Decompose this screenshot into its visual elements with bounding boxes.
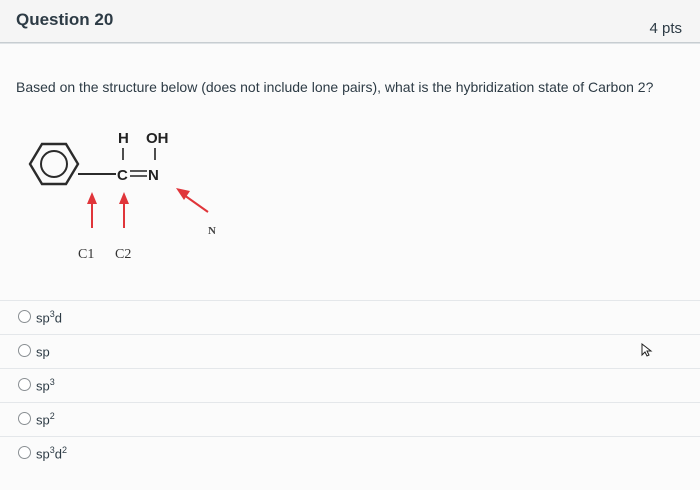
answer-option[interactable] — [0, 300, 700, 334]
radio-button[interactable] — [18, 412, 31, 425]
answer-label: sp — [36, 344, 50, 360]
h-atom: H — [118, 130, 129, 147]
answer-option[interactable] — [0, 402, 700, 436]
answer-options — [0, 300, 700, 470]
mouse-pointer-icon — [640, 343, 654, 357]
answer-label: $sp^2$ — [36, 411, 55, 428]
radio-button[interactable] — [18, 446, 31, 459]
chemical-structure-diagram — [20, 130, 250, 280]
radio-button[interactable] — [18, 378, 31, 391]
header-divider — [0, 43, 700, 44]
answer-label: $sp^3d$ — [36, 309, 62, 326]
answer-option[interactable] — [0, 368, 700, 402]
radio-button[interactable] — [18, 344, 31, 357]
answer-option[interactable] — [0, 334, 700, 368]
question-points: 4 pts — [649, 20, 682, 37]
c2-label: C2 — [115, 247, 132, 262]
answer-option[interactable] — [0, 436, 700, 470]
carbon-atom: C — [117, 167, 128, 184]
answer-label: $sp^3d^2$ — [36, 445, 67, 462]
n-arrow-label: N — [208, 225, 216, 237]
c1-label: C1 — [78, 247, 95, 262]
oh-group: OH — [146, 130, 169, 147]
c1-arrow — [87, 192, 97, 228]
n-arrow — [176, 188, 208, 212]
answer-label: $sp^3$ — [36, 377, 55, 394]
radio-button[interactable] — [18, 310, 31, 323]
c2-arrow — [119, 192, 129, 228]
benzene-aromatic-circle — [41, 151, 67, 177]
question-title: Question 20 — [16, 10, 114, 29]
question-header — [0, 0, 700, 43]
question-text: Based on the structure below (does not include lone pairs), what is the hybridization state of Carbon 2? — [16, 79, 654, 95]
nitrogen-atom: N — [148, 167, 159, 184]
